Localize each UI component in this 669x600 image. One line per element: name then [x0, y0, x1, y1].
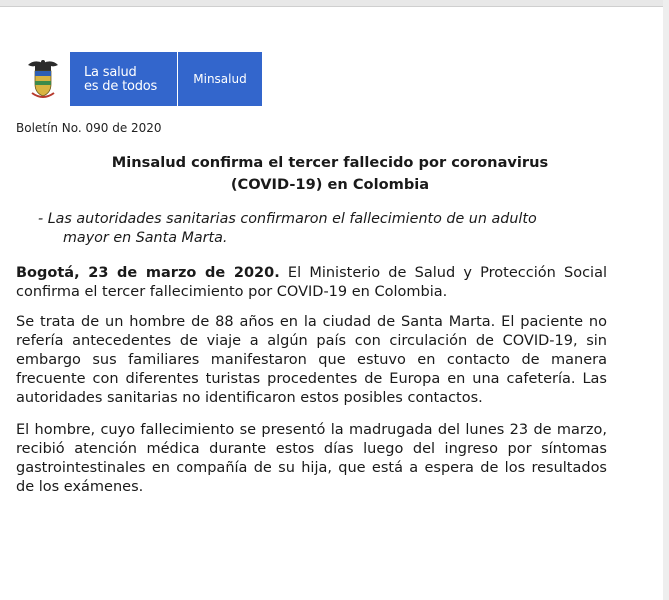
window-right-edge [663, 0, 669, 600]
title-line-2: (COVID-19) en Colombia [230, 176, 430, 193]
coat-of-arms-icon [16, 52, 70, 106]
subtitle-line-2: mayor en Santa Marta. [63, 230, 228, 246]
paragraph-1-body: El Ministerio de Salud y Protección Social confirma el tercer fallecimiento por COVID-19 en Colombia. [16, 265, 607, 300]
title-line-1: Minsalud confirma el tercer fallecido por coronavirus [111, 154, 549, 171]
subtitle [38, 210, 593, 248]
window-top-bar [0, 0, 669, 7]
logo-tagline-line2: es de todos [84, 79, 158, 94]
logo-tagline-line1: La salud [84, 65, 137, 80]
logo-divider [177, 52, 178, 106]
paragraph-3: El hombre, cuyo fallecimiento se presentó la madrugada del lunes 23 de marzo, recibió atención médica durante estos días luego del ingreso por síntomas gastrointestinales en compañía de su hija, que está a espera de los resultados de los exámenes. [16, 422, 607, 495]
dateline: Bogotá, 23 de marzo de 2020. [16, 265, 280, 281]
subtitle-line-1: - Las autoridades sanitarias confirmaron el fallecimiento de un adulto [38, 211, 537, 227]
paragraph-1 [16, 264, 607, 302]
logo-brand: Minsalud [178, 52, 262, 106]
paragraph-2: Se trata de un hombre de 88 años en la ciudad de Santa Marta. El paciente no refería antecedentes de viaje a algún país con circulación de COVID-19, sin embargo sus familiares manifestaron que estuvo en contacto de manera frecuente con diferentes turistas procedentes de Europa en una cafetería. Las autoridades sanitarias no identificaron estos posibles contactos. [16, 314, 607, 406]
minsalud-logo [16, 52, 262, 106]
logo-tagline [70, 52, 177, 106]
page-title [70, 152, 590, 196]
bulletin-number: Boletín No. 090 de 2020 [16, 121, 162, 135]
